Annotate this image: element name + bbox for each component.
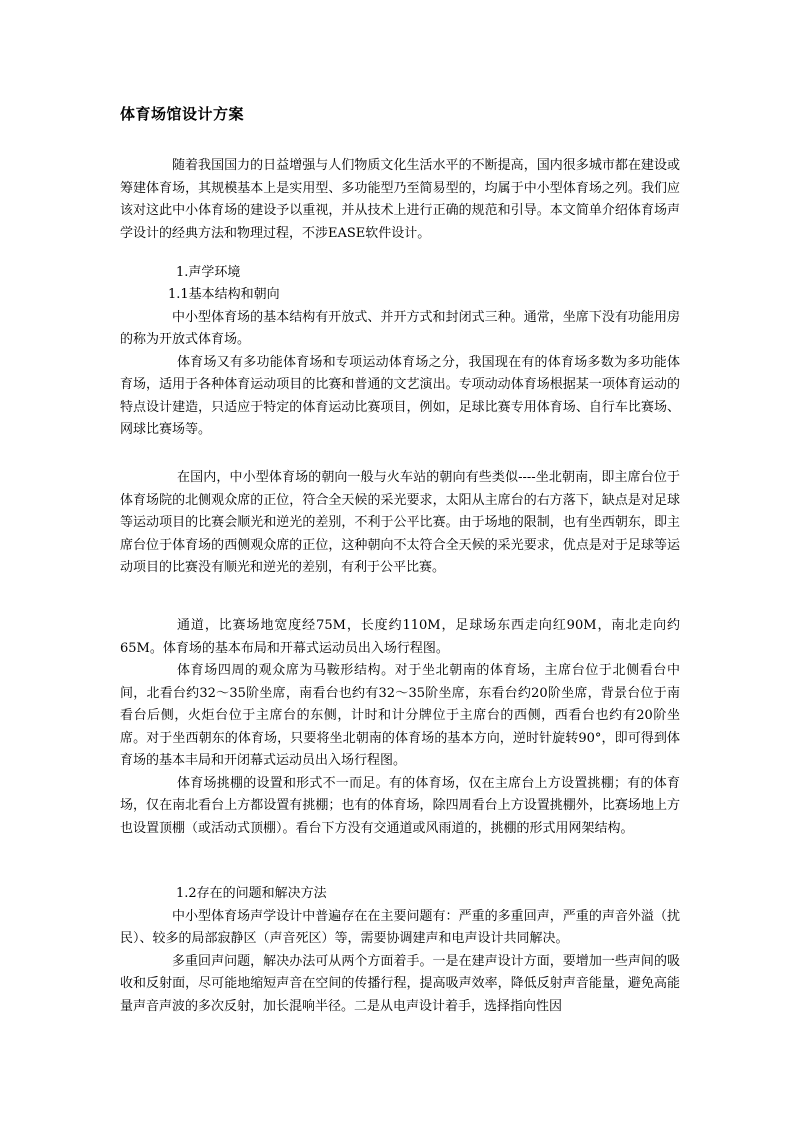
intro-paragraph: 随着我国国力的日益增强与人们物质文化生活水平的不断提高，国内很多城市都在建设或筹建体育场，其规模基本上是实用型、多功能型乃至简易型的，均属于中小型体育场之列。我们应该对这此中小体育场的建设予以重视，并从技术上进行正确的规范和引导。本文简单介绍体育场声学设计的经典方法和物理过程，不涉EASE软件设计。 — [120, 158, 680, 241]
section-1-1-heading: 1.1基本结构和朝向 — [168, 287, 280, 302]
section-1-heading-block — [120, 262, 680, 285]
section-1-1-paragraph-4: 通道，比赛场地宽度经75M，长度约110M，足球场东西走向红90M，南北走向约65M。体育场的基本布局和开幕式运动员出入场行程图。 — [120, 618, 680, 656]
section-1-1-paragraph-5: 体育场四周的观众席为马鞍形结构。对于坐北朝南的体育场，主席台位于北侧看台中间，北看台约32～35阶坐席，南看台也约有32～35阶坐席，东看台约20阶坐席，背景台位于南看台后侧，火炬台位于主席台的东侧，计时和计分牌位于主席台的西侧，西看台也约有20阶坐席。对于坐西朝东的体育场，只要将坐北朝南的体育场的基本方向，逆时针旋转90°，即可得到体育场的基本丰局和开闭幕式运动员出入场行程图。 — [120, 663, 680, 768]
section-1-1-paragraph-3: 在国内，中小型体育场的朝向一般与火车站的朝向有些类似----坐北朝南，即主席台位于体育场院的北侧观众席的正位，符合全天候的采光要求，太阳从主席台的右方落下，缺点是对足球等运动项目的比赛会顺光和逆光的差别，不利于公平比赛。由于场地的限制，也有坐西朝东，即主席台位于体育场的西侧观众席的正位，这种朝向不太符合全天候的采光要求，优点是对于足球等运动项目的比赛没有顺光和逆光的差别，有利于公平比赛。 — [120, 470, 680, 575]
section-1-2-block — [120, 883, 680, 1018]
section-1-1-paragraph-1: 中小型体育场的基本结构有开放式、并开方式和封闭式三种。通常，坐席下没有功能用房的称为开放式体育场。 — [120, 309, 680, 347]
section-1-1-paragraph-6: 体育场挑棚的设置和形式不一而足。有的体育场，仅在主席台上方设置挑棚；有的体育场，仅在南北看台上方都设置有挑棚；也有的体育场，除四周看台上方设置挑棚外，比赛场地上方也设置顶棚（或活动式顶棚）。看台下方没有交通道或风雨道的，挑棚的形式用网架结构。 — [120, 775, 680, 836]
intro-paragraph-block — [120, 155, 680, 245]
section-1-2-heading: 1.2存在的问题和解决方法 — [176, 886, 327, 901]
section-1-1-block — [120, 284, 680, 442]
section-1-1-paragraph-4-6-block — [120, 615, 680, 840]
section-1-1-paragraph-2: 体育场又有多功能体育场和专项运动体育场之分，我国现在有的体育场多数为多功能体育场，适用于各种体育运动项目的比赛和普通的文艺演出。专项动动体育场根据某一项体育运动的特点设计建造，只适应于特定的体育运动比赛项目，例如，足球比赛专用体育场、自行车比赛场、网球比赛场等。 — [120, 354, 680, 437]
section-1-2-paragraph-2: 多重回声问题，解决办法可从两个方面着手。一是在建声设计方面，要增加一些声间的吸收和反射面，尽可能地缩短声音在空间的传播行程，提高吸声效率，降低反射声音能量，避免高能量声音声波的多次反射，加长混响半径。二是从电声设计着手，选择指向性因 — [120, 953, 680, 1014]
document-title: 体育场馆设计方案 — [120, 105, 245, 123]
section-1-1-paragraph-3-block — [120, 467, 680, 580]
section-1-2-paragraph-1: 中小型体育场声学设计中普遍存在在主要问题有：严重的多重回声，严重的声音外溢（扰民）、较多的局部寂静区（声音死区）等，需要协调建声和电声设计共同解决。 — [120, 908, 680, 946]
section-1-heading: 1.声学环境 — [176, 265, 241, 280]
